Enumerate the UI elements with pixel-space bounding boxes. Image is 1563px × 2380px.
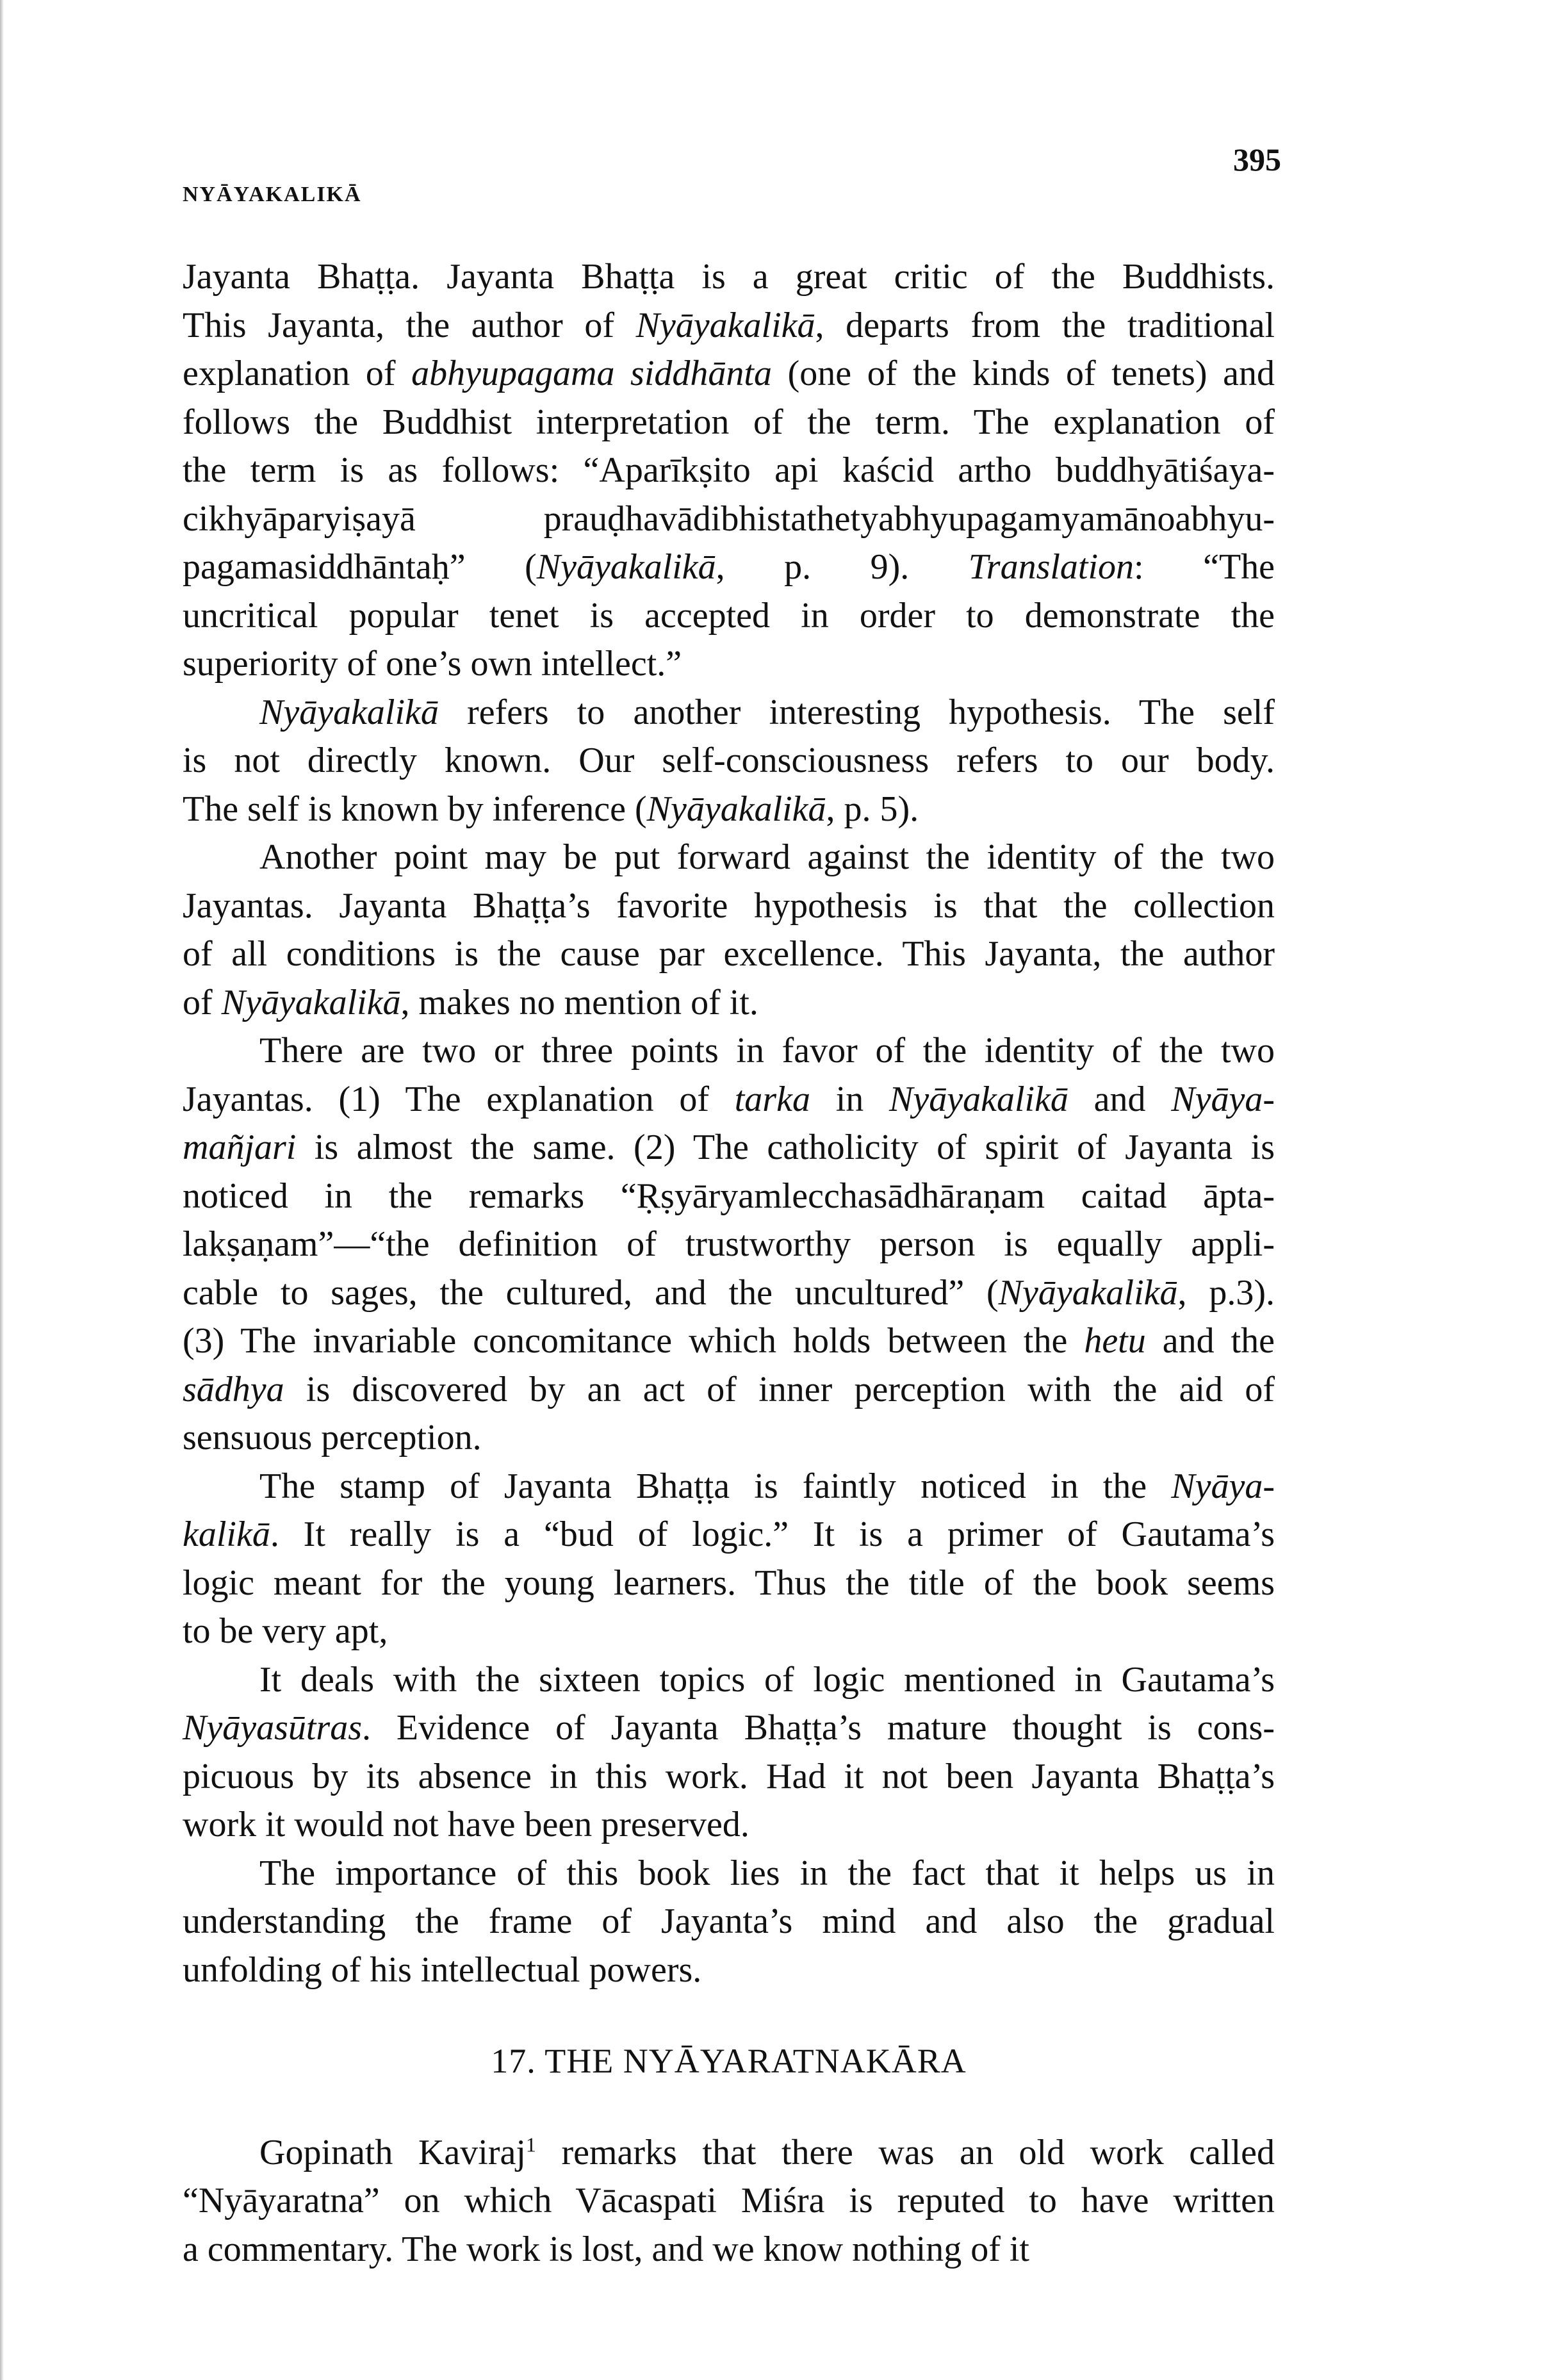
text-line: work it would not have been preserved. [183, 1805, 749, 1844]
text-line: “Nyāyaratna” on which Vācaspati Miśra is reputed to have written [183, 2181, 1275, 2220]
text-run: The stamp of Jayanta Bhaṭṭa is faintly noticed in the [259, 1466, 1172, 1506]
text-line: uncritical popular tenet is accepted in order to demonstrate the [183, 595, 1275, 636]
italic-term: Nyāyakalikā [646, 789, 826, 829]
text-line [183, 1366, 1275, 1415]
italic-term: kalikā [183, 1514, 270, 1554]
text-run: , p.3). [1177, 1272, 1275, 1313]
text-line: There are two or three points in favor of the identity of the two [259, 1031, 1275, 1071]
text-line [183, 689, 1275, 737]
text-run: is almost the same. (2) The catholicity of spirit of Jayanta is [296, 1128, 1275, 1167]
text-line [183, 1511, 1275, 1559]
italic-term: Nyāyakalikā [536, 547, 716, 587]
italic-term: Nyāyakalikā [221, 982, 401, 1022]
text-line: noticed in the remarks “Ṛṣyāryamlecchasādhāraṇam caitad āpta- [183, 1176, 1275, 1216]
text-run: and the [1145, 1321, 1275, 1361]
text-run: Gopinath Kaviraj [259, 2132, 526, 2172]
text-line [183, 2129, 1275, 2178]
section-heading: 17. THE NYĀYARATNAKĀRA [491, 2042, 967, 2080]
italic-term: mañjari [183, 1128, 297, 1167]
text-line: cikhyāparyiṣayā prauḍhavādibhistathetyabhyupagamyamānoabhyu- [183, 498, 1275, 539]
text-line [183, 1704, 1275, 1753]
text-line [183, 785, 1275, 834]
text-run: (one of the kinds of tenets) and [771, 354, 1275, 393]
text-line [183, 350, 1275, 398]
text-line [183, 1463, 1275, 1511]
text-line [183, 543, 1275, 592]
text-line: superiority of one’s own intellect.” [183, 644, 682, 684]
text-run: Jayantas. (1) The explanation of [183, 1079, 735, 1119]
text-line: understanding the frame of Jayanta’s mind and also the gradual [183, 1901, 1275, 1941]
text-run: , departs from the traditional [815, 305, 1275, 345]
text-line [183, 1076, 1275, 1124]
footnote-marker: 1 [525, 2132, 536, 2156]
text-line [183, 1269, 1275, 1318]
italic-term: tarka [734, 1079, 810, 1119]
text-run: pagamasiddhāntaḥ” ( [183, 547, 537, 587]
text-line: unfolding of his intellectual powers. [183, 1949, 702, 1990]
italic-term: Nyāyakalikā [635, 305, 815, 345]
text-run: and [1068, 1079, 1172, 1119]
italic-term: Nyāyakalikā [889, 1079, 1068, 1119]
text-run: . Evidence of Jayanta Bhaṭṭa’s mature thought is cons- [362, 1708, 1275, 1748]
italic-term: abhyupagama siddhānta [411, 354, 772, 393]
text-line [183, 1124, 1275, 1172]
italic-term: Translation [968, 547, 1134, 587]
italic-term: Nyāyasūtras [183, 1708, 362, 1748]
text-line: lakṣaṇam”—“the definition of trustworthy person is equally appli- [183, 1224, 1275, 1264]
text-line [183, 1317, 1275, 1366]
text-run: cable to sages, the cultured, and the uncultured” ( [183, 1272, 999, 1313]
text-line [183, 979, 1275, 1028]
text-run: . It really is a “bud of logic.” It is a primer of Gautama’s [270, 1514, 1275, 1554]
text-run: of [183, 982, 222, 1022]
text-run: remarks that there was an old work called [536, 2132, 1275, 2172]
text-line: the term is as follows: “Aparīkṣito api kaścid artho buddhyātiśaya- [183, 450, 1275, 490]
text-run: , p. 5). [826, 789, 919, 829]
text-line: It deals with the sixteen topics of logic mentioned in Gautama’s [259, 1659, 1275, 1700]
text-line: picuous by its absence in this work. Had it not been Jayanta Bhaṭṭa’s [183, 1756, 1275, 1796]
italic-term: Nyāyakalikā [259, 692, 439, 732]
text-line: of all conditions is the cause par excellence. This Jayanta, the author [183, 934, 1275, 974]
text-line [183, 302, 1275, 350]
text-line: a commentary. The work is lost, and we know nothing of it [183, 2229, 1029, 2269]
italic-term: Nyāya- [1171, 1079, 1275, 1119]
text-run: , makes no mention of it. [400, 982, 758, 1022]
text-line: sensuous perception. [183, 1418, 482, 1457]
italic-term: sādhya [183, 1369, 284, 1409]
body-text [183, 253, 1275, 2274]
italic-term: Nyāyakalikā [998, 1272, 1178, 1313]
text-line: logic meant for the young learners. Thus the title of the book seems [183, 1563, 1275, 1603]
text-line: Another point may be put forward against the identity of the two [259, 837, 1275, 877]
text-run: (3) The invariable concomitance which holds between the [183, 1321, 1084, 1361]
running-title: NYĀYAKALIKĀ [183, 183, 362, 206]
text-run: refers to another interesting hypothesis. The self [438, 692, 1275, 732]
text-line: Jayantas. Jayanta Bhaṭṭa’s favorite hypothesis is that the collection [183, 885, 1275, 926]
italic-term: hetu [1084, 1321, 1146, 1361]
text-line: Jayanta Bhaṭṭa. Jayanta Bhaṭṭa is a great critic of the Buddhists. [183, 257, 1275, 297]
text-run: This Jayanta, the author of [183, 305, 636, 345]
text-run: The self is known by inference ( [183, 789, 647, 829]
text-line: is not directly known. Our self-consciousness refers to our body. [183, 741, 1275, 780]
text-run: : “The [1134, 547, 1275, 587]
text-line: follows the Buddhist interpretation of the term. The explanation of [183, 402, 1275, 442]
italic-term: Nyāya- [1171, 1466, 1275, 1506]
text-run: , p. 9). [716, 547, 969, 587]
text-line: to be very apt, [183, 1611, 388, 1651]
text-run: is discovered by an act of inner perception with the aid of [284, 1369, 1275, 1409]
text-run: explanation of [183, 354, 412, 393]
scan-edge [0, 0, 4, 2380]
page-number: 395 [1233, 142, 1281, 177]
text-run: in [810, 1079, 890, 1119]
text-line: The importance of this book lies in the fact that it helps us in [259, 1853, 1275, 1893]
